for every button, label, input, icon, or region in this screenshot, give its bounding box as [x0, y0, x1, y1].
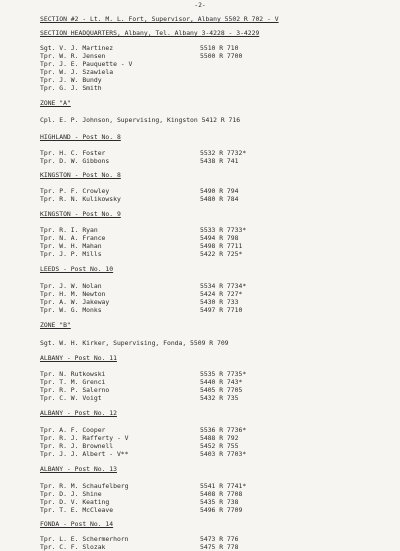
- post-title: ALBANY - Post No. 12: [40, 409, 117, 417]
- phone-number: 5534 R 7734*: [200, 282, 247, 290]
- phone-number: 5533 R 7733*: [200, 226, 247, 234]
- phone-number: 5440 R 743*: [200, 378, 243, 386]
- phone-number: 5541 R 7741*: [200, 482, 247, 490]
- list-item: Tpr. J. P. Mills: [40, 250, 102, 258]
- list-item: Tpr. J. E. Pauquette - V: [40, 60, 133, 68]
- post-title: ALBANY - Post No. 11: [40, 354, 117, 362]
- phone-number: 5496 R 7709: [200, 506, 243, 514]
- list-item: Tpr. A. W. Jakeway: [40, 298, 110, 306]
- phone-number: 5498 R 7711: [200, 242, 243, 250]
- phone-number: 5422 R 725*: [200, 250, 243, 258]
- phone-number: 5510 R 710: [200, 44, 239, 52]
- zone-a-heading: ZONE "A": [40, 99, 71, 107]
- list-item: Tpr. W. H. Mahan: [40, 242, 102, 250]
- list-item: Tpr. J. J. Albert - V**: [40, 450, 129, 458]
- zone-b-heading: ZONE "B": [40, 321, 71, 329]
- phone-number: 5535 R 7735*: [200, 370, 247, 378]
- phone-number: 5497 R 7710: [200, 306, 243, 314]
- post-title: HIGHLAND - Post No. 8: [40, 133, 121, 141]
- phone-number: 5500 R 7700: [200, 52, 243, 60]
- list-item: Tpr. R. J. Brownell: [40, 442, 114, 450]
- list-item: Tpr. H. M. Newton: [40, 290, 106, 298]
- phone-number: 5494 R 798: [200, 234, 239, 242]
- list-item: Tpr. D. V. Keating: [40, 498, 110, 506]
- hq-title: SECTION HEADQUARTERS, Albany, Tel. Albany 3-4228 - 3-4229: [40, 29, 260, 37]
- list-item: Tpr. J. W. Nolan: [40, 282, 102, 290]
- list-item: Tpr. R. N. Kulikowsky: [40, 195, 121, 203]
- phone-number: 5480 R 784: [200, 195, 239, 203]
- list-item: Tpr. L. E. Schermerhorn: [40, 535, 129, 543]
- phone-number: 5405 R 7705: [200, 386, 243, 394]
- page-number: -2-: [194, 1, 206, 9]
- list-item: Tpr. P. F. Crowley: [40, 187, 110, 195]
- post-title: ALBANY - Post No. 13: [40, 465, 117, 473]
- list-item: Tpr. W. G. Monks: [40, 306, 102, 314]
- zone-a-supervisor: Cpl. E. P. Johnson, Supervising, Kingston 5412 R 716: [40, 116, 241, 124]
- phone-number: 5473 R 776: [200, 535, 239, 543]
- list-item: Tpr. G. J. Smith: [40, 84, 102, 92]
- list-item: Tpr. W. J. Szawiela: [40, 68, 114, 76]
- list-item: Tpr. H. C. Foster: [40, 149, 106, 157]
- zone-b-supervisor: Sgt. W. H. Kirker, Supervising, Fonda, 5509 R 709: [40, 339, 229, 347]
- list-item: Tpr. T. M. Grenci: [40, 378, 106, 386]
- list-item: Tpr. D. W. Gibbons: [40, 157, 110, 165]
- phone-number: 5408 R 7708: [200, 490, 243, 498]
- post-title: LEEDS - Post No. 10: [40, 265, 114, 273]
- phone-number: 5435 R 738: [200, 498, 239, 506]
- list-item: Tpr. T. E. McCleave: [40, 506, 114, 514]
- phone-number: 5532 R 7732*: [200, 149, 247, 157]
- list-item: Tpr. A. F. Cooper: [40, 426, 106, 434]
- list-item: Tpr. C. F. Slozak: [40, 543, 106, 551]
- post-title: FONDA - Post No. 14: [40, 520, 114, 528]
- list-item: Tpr. N. A. France: [40, 234, 106, 242]
- list-item: Sgt. V. J. Martinez: [40, 44, 114, 52]
- phone-number: 5403 R 7703*: [200, 450, 247, 458]
- phone-number: 5432 R 735: [200, 394, 239, 402]
- list-item: Tpr. W. R. Jensen: [40, 52, 106, 60]
- list-item: Tpr. N. Rutkowski: [40, 370, 106, 378]
- phone-number: 5430 R 733: [200, 298, 239, 306]
- list-item: Tpr. R. I. Ryan: [40, 226, 98, 234]
- section-title: SECTION #2 - Lt. M. L. Fort, Supervisor, Albany 5502 R 702 - V: [40, 15, 279, 23]
- list-item: Tpr. D. J. Shine: [40, 490, 102, 498]
- list-item: Tpr. R. P. Salerno: [40, 386, 110, 394]
- phone-number: 5438 R 741: [200, 157, 239, 165]
- phone-number: 5536 R 7736*: [200, 426, 247, 434]
- post-title: KINGSTON - Post No. 9: [40, 210, 121, 218]
- post-title: KINGSTON - Post No. 8: [40, 171, 121, 179]
- phone-number: 5488 R 792: [200, 434, 239, 442]
- phone-number: 5475 R 778: [200, 543, 239, 551]
- list-item: Tpr. J. W. Bundy: [40, 76, 102, 84]
- list-item: Tpr. C. W. Voigt: [40, 394, 102, 402]
- list-item: Tpr. R. M. Schaufelberg: [40, 482, 129, 490]
- list-item: Tpr. R. J. Rafferty - V: [40, 434, 129, 442]
- phone-number: 5452 R 755: [200, 442, 239, 450]
- phone-number: 5424 R 727*: [200, 290, 243, 298]
- phone-number: 5490 R 794: [200, 187, 239, 195]
